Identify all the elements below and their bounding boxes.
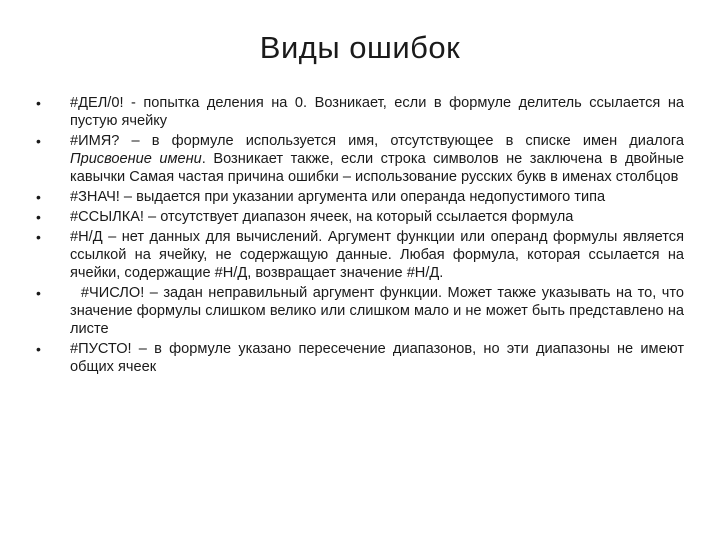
bullet-value: • #ЗНАЧ! – выдается при указании аргумента или операнда недопустимого типа xyxy=(36,188,684,206)
bullet-null: • #ПУСТО! – в формуле указано пересечение диапазонов, но эти диапазоны не имеют общих ячеек xyxy=(36,340,684,376)
bullet-name-text-rest: . Возникает также, если строка символов не заключена в двойные кавычки Самая частая причина ошибки – использование русских букв в именах столбцов xyxy=(70,151,684,185)
bullet-na: • #Н/Д – нет данных для вычислений. Аргумент функции или операнд формулы является ссылкой на ячейку, не содержащую данные. Любая формула, которая ссылается на ячейки, содержащие #Н/Д, возвращает значение #Н/Д. xyxy=(36,228,684,282)
bullet-name-text: #ИМЯ? – в формуле используется имя, отсутствующее в списке имен диалога xyxy=(70,133,684,149)
bullet-div0: • #ДЕЛ/0! - попытка деления на 0. Возникает, если в формуле делитель ссылается на пустую ячейку xyxy=(36,94,684,130)
slide-title: Виды ошибок xyxy=(259,30,461,65)
bullet-name-emphasis: Присвоение имени xyxy=(70,151,202,167)
bullet-ref: • #ССЫЛКА! – отсутствует диапазон ячеек, на который ссылается формула xyxy=(36,208,684,226)
bullet-name xyxy=(36,132,684,186)
bullet-list xyxy=(36,94,689,378)
bullet-num: • #ЧИСЛО! – задан неправильный аргумент функции. Может также указывать на то, что значение формулы слишком велико или слишком мало и не может быть представлено на листе xyxy=(36,284,684,338)
